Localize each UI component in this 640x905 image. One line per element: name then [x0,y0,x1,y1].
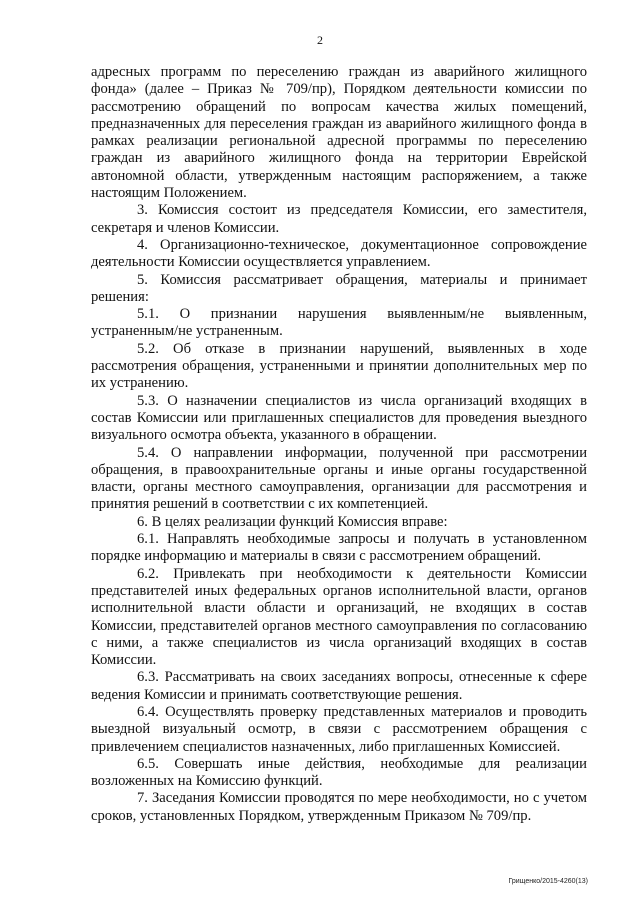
page-number: 2 [317,33,323,47]
document-footer-code: Грищенко/2015-4260(13) [508,878,588,885]
paragraph-item-3: 3. Комиссия состоит из председателя Комиссии, его заместителя, секретаря и членов Комиссии. [91,202,587,236]
paragraph-item-5-2: 5.2. Об отказе в признании нарушений, выявленных в ходе рассмотрения обращения, устраненными и принятии дополнительных мер по их устранению. [91,340,587,392]
document-body [91,64,587,825]
paragraph-item-5-3: 5.3. О назначении специалистов из числа организаций входящих в состав Комиссии или приглашенных специалистов для проведения выездного визуального осмотра объекта, указанного в обращении. [91,392,587,444]
paragraph-item-6-5: 6.5. Совершать иные действия, необходимые для реализации возложенных на Комиссию функций. [91,755,587,790]
paragraph-item-6: 6. В целях реализации функций Комиссия вправе: [137,513,448,530]
paragraph-item-5-4: 5.4. О направлении информации, полученной при рассмотрении обращения, в правоохранительные органы и иные органы государственной власти, органы местного самоуправления, организации для рассмотрения и принятия решений в соответствии с их компетенцией. [91,444,587,513]
paragraph-item-4: 4. Организационно-техническое, документационное сопровождение деятельности Комиссии осуществляется управлением. [91,236,587,271]
paragraph-item-6-4: 6.4. Осуществлять проверку представленных материалов и проводить выездной визуальный осмотр, в связи с рассмотрением обращения с привлечением специалистов назначенных, либо приглашенных Комиссией. [91,703,587,755]
paragraph-continuation: адресных программ по переселению граждан из аварийного жилищного фонда» (далее – Приказ № 709/пр), Порядком деятельности комиссии по рассмотрению обращений по вопросам качества жилых помещений, предназначенных для переселения граждан из аварийного жилищного фонда в рамках реализации региональной адресной программы по переселению граждан из аварийного жилищного фонда на территории Еврейской автономной области, утвержденным настоящим распоряжением, а также настоящим Положением. [91,64,587,202]
paragraph-item-5: 5. Комиссия рассматривает обращения, материалы и принимает решения: [91,271,587,305]
paragraph-item-5-1: 5.1. О признании нарушения выявленным/не выявленным, устраненным/не устраненным. [91,306,587,340]
paragraph-item-6-3: 6.3. Рассматривать на своих заседаниях вопросы, отнесенные к сфере ведения Комиссии и принимать соответствующие решения. [91,669,587,703]
paragraph-item-6-2: 6.2. Привлекать при необходимости к деятельности Комиссии представителей иных федеральных органов исполнительной власти, органов исполнительной власти области и организаций, не входящих в состав Комиссии, представителей органов местного самоуправления по согласованию с ними, а также специалистов из числа организаций входящих в состав Комиссии. [91,565,587,669]
paragraph-item-7: 7. Заседания Комиссии проводятся по мере необходимости, но с учетом сроков, установленных Порядком, утвержденным Приказом № 709/пр. [91,790,587,824]
paragraph-item-6-1: 6.1. Направлять необходимые запросы и получать в установленном порядке информацию и материалы в связи с рассмотрением обращений. [91,531,587,565]
